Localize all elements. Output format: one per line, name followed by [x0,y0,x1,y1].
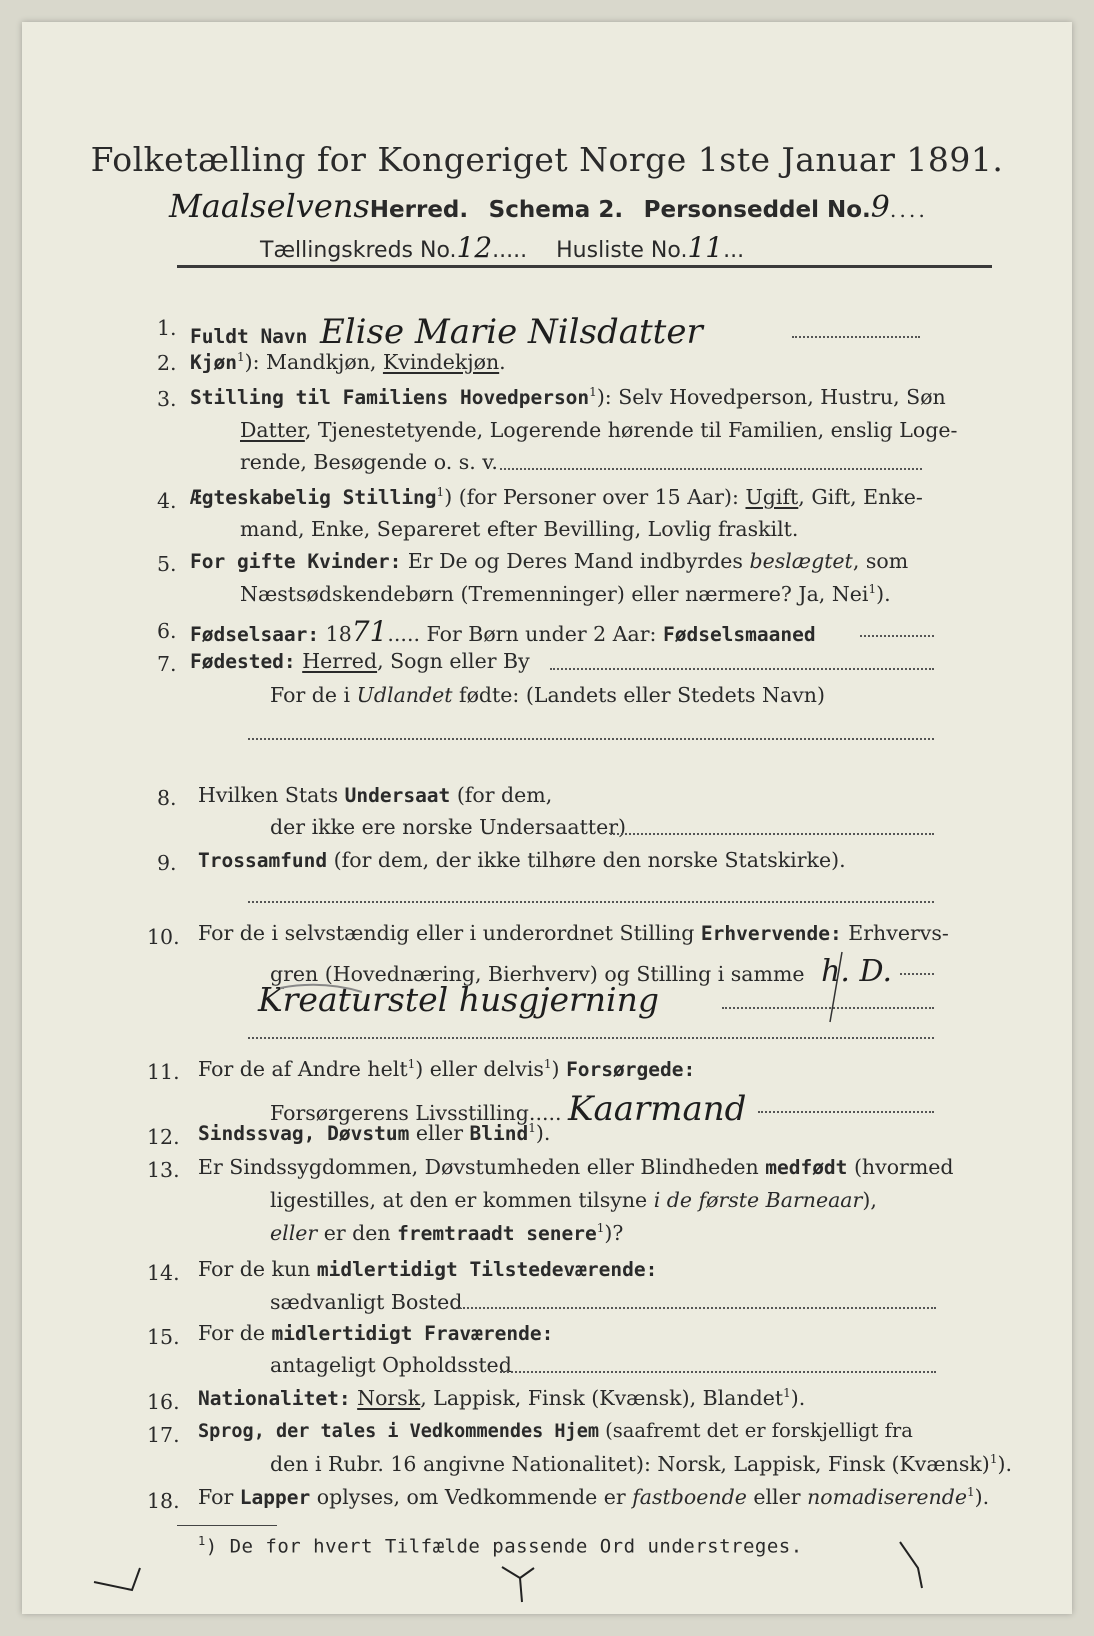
pen-marks [22,22,1072,1614]
text: mand, Enke, Separeret efter Bevilling, Lovlig fraskilt. [240,517,799,541]
herred-label: Herred. [369,197,469,223]
personseddel-label: Personseddel No. [643,197,871,223]
item-number: 3. [157,387,177,411]
datter-underlined: Datter [240,418,305,442]
text: Er De og Deres Mand indbyrdes [401,549,750,573]
text: ): Selv Hovedperson, Hustru, Søn [596,385,946,409]
text: ). [974,1485,990,1509]
text: antageligt Opholdssted [270,1353,512,1377]
item-6: Fødselsaar: 1871..... For Børn under 2 Aar: Fødselsmaaned [190,615,816,648]
footnote-ref: 1 [543,1057,552,1072]
text: den i Rubr. 16 angivne Nationalitet): Norsk, Lappisk, Finsk (Kvænsk) [270,1452,990,1476]
kjon-label: Kjøn [190,351,237,374]
taellingskreds-label: Tællingskreds No. [260,238,457,263]
text: , Lappisk, Finsk (Kvænsk), Blandet [420,1386,784,1410]
text: ). [876,582,891,606]
text: i de første Barneaar [653,1188,863,1212]
footnote-ref: 1 [528,1121,536,1136]
item-number: 7. [157,652,177,676]
text: (for dem, der ikke tilhøre den norske Statskirke). [327,848,846,872]
text: er den [317,1221,398,1245]
footnote-ref: 1 [967,1485,975,1500]
herred-handwritten: Maalselvens [169,187,370,225]
provider-occupation-handwritten: Kaarmand [568,1089,747,1129]
text: For de i selvstændig eller i underordnet Stilling [198,921,701,945]
text: Er Sindssygdommen, Døvstumheden eller Blindheden [198,1155,766,1179]
text: For de [198,1321,272,1345]
item-number: 14. [147,1261,180,1285]
text: ). [997,1452,1012,1476]
item-number: 1. [157,316,177,340]
occupation-handwritten: Kreaturstel husgjerning [258,980,659,1019]
fuldt-navn-label: Fuldt Navn [190,325,308,348]
item-number: 5. [157,552,177,576]
text: Hvilken Stats [198,783,345,807]
husliste-label: Husliste No. [556,238,688,263]
text: fastboende [632,1485,747,1509]
nationalitet-label: Nationalitet: [198,1387,351,1410]
text: sædvanligt Bosted [270,1290,463,1314]
occupation-note-handwritten: h. D. [821,954,892,989]
text: rende, Besøgende o. s. v. [240,450,498,474]
kjon-options: ): Mandkjøn, [244,350,383,374]
footnote-text: ) De for hvert Tilfælde passende Ord understreges. [205,1535,803,1558]
text: , Sogn eller By [377,649,530,673]
text: (hvormed [847,1155,954,1179]
fodested-label: Fødested: [190,650,296,673]
footnote-ref: 1 [589,385,597,400]
herred-line: MaalselvensHerred. Schema 2. Personseddel No.9.... [169,187,928,225]
text: Forsørgerens Livsstilling [270,1101,529,1125]
text: . [499,350,506,374]
form-title: Folketælling for Kongeriget Norge 1ste Januar 1891. [90,140,1004,179]
item-number: 18. [147,1489,180,1513]
footnote-ref: 1 [783,1386,791,1401]
text: For de af Andre helt [198,1057,408,1081]
footnote-ref: 1 [989,1452,998,1467]
item-number: 13. [147,1158,180,1182]
text: ) eller delvis [415,1057,544,1081]
taellingskreds-number: 12 [456,231,493,264]
footnote-ref: 1 [436,485,445,500]
text: For de i [270,683,357,707]
stilling-label: Stilling til Familiens Hovedperson [190,386,590,409]
herred-underlined: Herred [302,649,378,673]
item-number: 17. [147,1423,180,1447]
text: eller [270,1221,318,1245]
footnote-ref: 1 [407,1057,416,1072]
husliste-number: 11 [687,231,724,264]
text: eller [746,1485,808,1509]
text: oplyses, om Vedkommende er [310,1485,633,1509]
item-number: 11. [147,1060,180,1084]
text: eller [409,1121,470,1145]
text: ). [535,1121,551,1145]
fravaerende-label: midlertidigt Fraværende: [271,1322,554,1345]
schema-label: Schema 2. [488,197,624,223]
gifte-kvinder-label: For gifte Kvinder: [190,550,402,573]
footnote-ref: 1 [198,1534,206,1548]
forsorgede-label: Forsørgede: [566,1058,696,1081]
text: gren (Hovednæring, Bierhverv) og Stilling i samme [270,962,805,986]
text: nomadiserende [807,1485,967,1509]
taellingskreds-line: Tællingskreds No.12..... Husliste No.11... [260,231,745,264]
text: , som [852,549,909,573]
text: For de kun [198,1257,317,1281]
undersaat-label: Undersaat [344,784,451,807]
text: Næstsødskendebørn (Tremenninger) eller nærmere? Ja, Nei [240,582,869,606]
text: ligestilles, at den er kommen tilsyne [270,1188,654,1212]
text: ). [790,1386,806,1410]
census-form-sheet [22,22,1072,1614]
sindssvag-label: Sindssvag, Døvstum [198,1122,410,1145]
ugift-underlined: Ugift [745,485,799,509]
text: ) (for Personer over 15 Aar): [444,485,746,509]
fremtraadt-label: fremtraadt senere [397,1222,597,1245]
item-number: 2. [157,351,177,375]
item-number: 15. [147,1325,180,1349]
item-number: 12. [147,1125,180,1149]
aegteskabelig-label: Ægteskabelig Stilling [190,486,437,509]
text: (for dem, [450,783,553,807]
text: Udlandet [356,683,453,707]
text: (saafremt det er forskjelligt fra [598,1419,913,1442]
tilstedevaerende-label: midlertidigt Tilstedeværende: [316,1258,658,1281]
text: ) [551,1057,567,1081]
text: beslægtet [749,549,853,573]
lapper-label: Lapper [239,1486,311,1509]
footnote-ref: 1 [236,350,245,365]
trossamfund-label: Trossamfund [198,849,328,872]
norsk-underlined: Norsk [357,1386,421,1410]
kvindekjon-underlined: Kvindekjøn [382,350,500,374]
fodselsmaaned-label: Fødselsmaaned [662,623,816,646]
fodselsaar-label: Fødselsaar: [190,623,320,646]
sprog-label: Sprog, der tales i Vedkommendes Hjem [198,1421,599,1442]
erhvervende-label: Erhvervende: [700,922,842,945]
medfodt-label: medfødt [765,1156,848,1179]
item-number: 6. [157,619,177,643]
item-number: 4. [157,489,177,513]
item-number: 16. [147,1390,180,1414]
footnote-ref: 1 [868,582,877,597]
text: For [198,1485,240,1509]
item-number: 10. [147,925,180,949]
text: , Gift, Enke- [798,485,923,509]
full-name-handwritten: Elise Marie Nilsdatter [319,312,703,352]
item-11-line2: Forsørgerens Livsstilling..... Kaarmand [270,1089,747,1129]
item-number: 8. [157,786,177,810]
text: ), [862,1188,877,1212]
text: )? [604,1221,624,1245]
text: fødte: (Landets eller Stedets Navn) [452,683,825,707]
text: , Tjenestetyende, Logerende hørende til Familien, enslig Loge- [304,418,958,442]
text: Erhvervs- [841,921,949,945]
personseddel-number: 9 [870,190,890,225]
text: der ikke ere norske Undersaatter) [270,815,627,839]
text: 18 [319,622,352,646]
text: For Børn under 2 Aar: [419,622,663,646]
footnote-ref: 1 [596,1221,605,1236]
birth-year-handwritten: 71 [351,615,388,648]
item-number: 9. [157,851,177,875]
blind-label: Blind [469,1122,529,1145]
